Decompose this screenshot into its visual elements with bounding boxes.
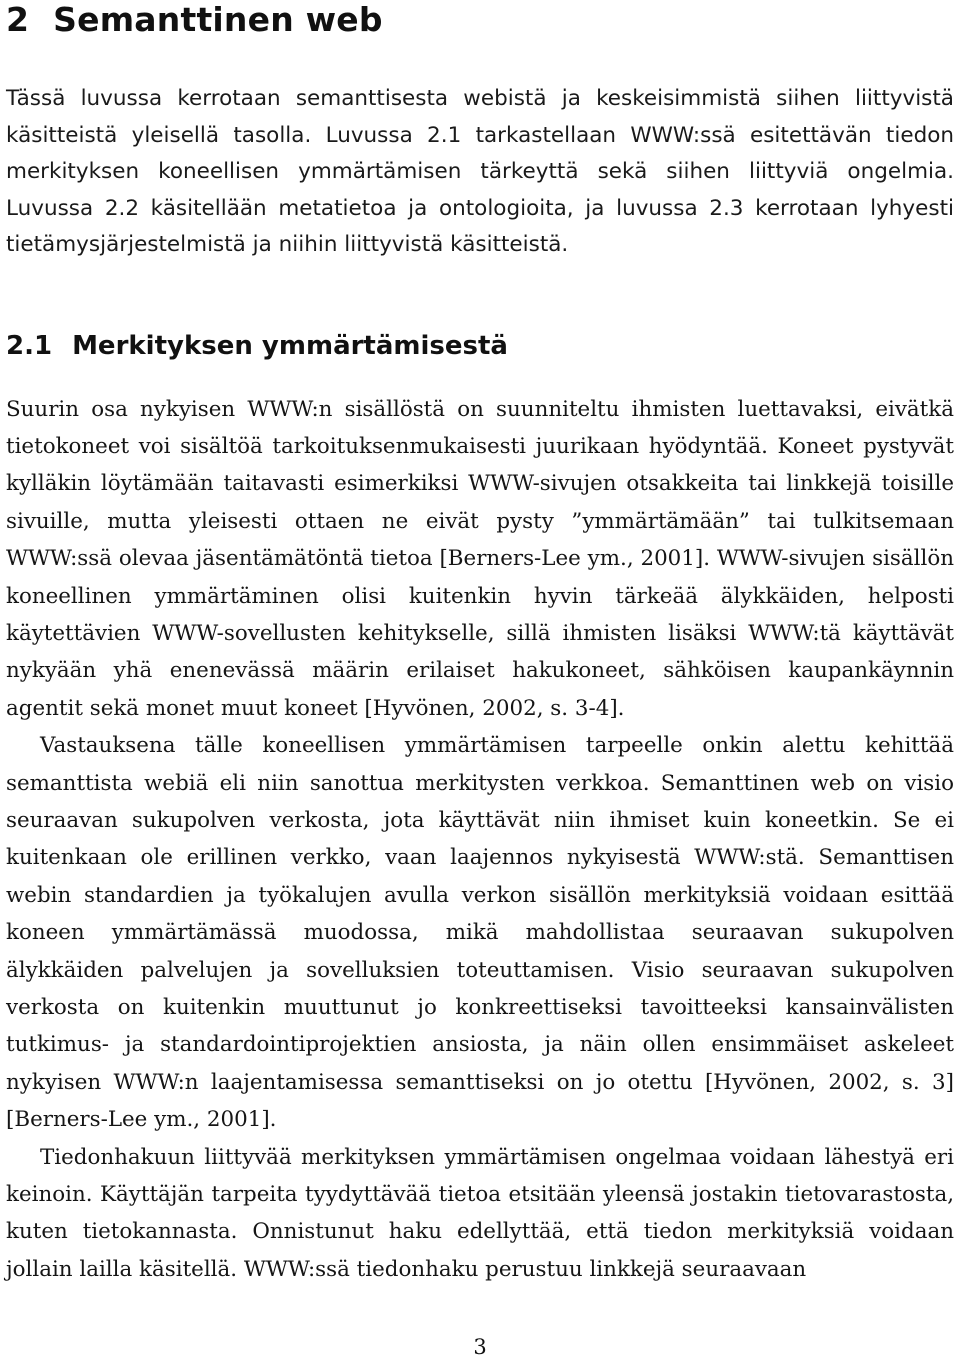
- section-number: 2.1: [6, 330, 53, 361]
- section-title: Merkityksen ymmärtämisestä: [72, 330, 508, 361]
- document-page: [6, 0, 954, 1288]
- chapter-number: 2: [6, 0, 30, 39]
- paragraph: Suurin osa nykyisen WWW:n sisällöstä on suunniteltu ihmisten luettavaksi, eivätkä tietokoneet voi sisältöä tarkoituksenmukaisesti juurikaan hyödyntää. Koneet pystyvät kylläkin löytämään taitavasti esimerkiksi WWW-sivujen otsakkeita tai linkkejä toisille sivuille, mutta yleisesti ottaen ne eivät pysty ”ymmärtämään” tai tulkitsemaan WWW:ssä olevaa jäsentämätöntä tietoa [Berners-Lee ym., 2001]. WWW-sivujen sisällön koneellinen ymmärtäminen olisi kuitenkin hyvin tärkeää älykkäiden, helposti käytettävien WWW-sovellusten kehitykselle, sillä ihmisten lisäksi WWW:tä käyttävät nykyään yhä enenevässä määrin erilaiset hakukoneet, sähköisen kaupankäynnin agentit sekä monet muut koneet [Hyvönen, 2002, s. 3-4].: [6, 396, 954, 721]
- section-heading: [6, 330, 954, 362]
- chapter-title: Semanttinen web: [53, 0, 383, 39]
- chapter-heading: [6, 0, 954, 40]
- paragraph: Tiedonhakuun liittyvää merkityksen ymmärtämisen ongelmaa voidaan lähestyä eri keinoin. Käyttäjän tarpeita tyydyttävää tietoa etsitään yleensä jostakin tietovarastosta, kuten tietokannasta. Onnistunut haku edellyttää, että tiedon merkityksiä voidaan jollain lailla käsitellä. WWW:ssä tiedonhaku perustuu linkkejä seuraavaan: [6, 1144, 954, 1282]
- paragraph: Vastauksena tälle koneellisen ymmärtämisen tarpeelle onkin alettu kehittää semanttista webiä eli niin sanottua merkitysten verkkoa. Semanttinen web on visio seuraavan sukupolven verkosta, jota käyttävät niin ihmiset kuin koneetkin. Se ei kuitenkaan ole erillinen verkko, vaan laajennos nykyisestä WWW:stä. Semanttisen webin standardien ja työkalujen avulla verkon sisällön merkityksiä voidaan esittää koneen ymmärtämässä muodossa, mikä mahdollistaa seuraavan sukupolven älykkäiden palvelujen ja sovelluksien toteuttamisen. Visio seuraavan sukupolven verkosta on kuitenkin muuttunut jo konkreettiseksi tavoitteeksi kansainvälisten tutkimus- ja standardointiprojektien ansiosta, ja näin ollen ensimmäiset askeleet nykyisen WWW:n laajentamisessa semanttiseksi on jo otettu [Hyvönen, 2002, s. 3] [Berners-Lee ym., 2001].: [6, 733, 954, 1133]
- page-number: 3: [473, 1335, 487, 1359]
- chapter-intro: Tässä luvussa kerrotaan semanttisesta webistä ja keskeisimmistä siihen liittyvistä käsitteistä yleisellä tasolla. Luvussa 2.1 tarkastellaan WWW:ssä esitettävän tiedon merkityksen koneellisen ymmärtämisen tärkeyttä sekä siihen liittyviä ongelmia. Luvussa 2.2 käsitellään metatietoa ja ontologioita, ja luvussa 2.3 kerrotaan lyhyesti tietämysjärjestelmistä ja niihin liittyvistä käsitteistä.: [6, 86, 954, 257]
